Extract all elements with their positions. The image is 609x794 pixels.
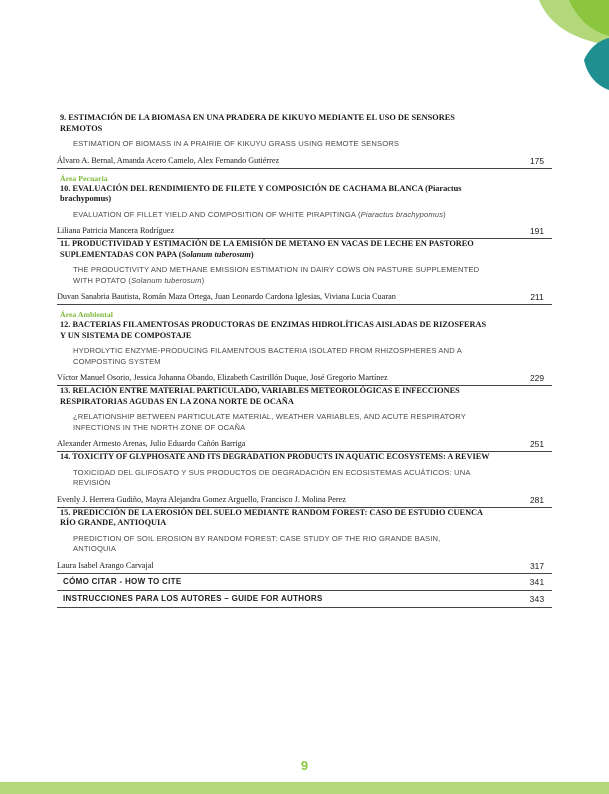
entry-authors-row [57, 373, 552, 385]
entry-title: 10. EVALUACIÓN DEL RENDIMIENTO DE FILETE Y COMPOSICIÓN DE CACHAMA BLANCA (Piaractus brachypomus) [60, 183, 462, 204]
how-to-cite-page: 341 [529, 576, 545, 587]
entry-authors-row [57, 292, 552, 304]
toc-guide-for-authors[interactable] [57, 591, 552, 608]
entry-page[interactable]: 211 [530, 292, 544, 303]
entry-translation: TOXICIDAD DEL GLIFOSATO Y SUS PRODUCTOS DE DEGRADACIÓN EN ECOSISTEMAS ACUÁTICOS: UNA REVISIÓN [73, 467, 471, 488]
entry-authors: Duvan Sanabria Bautista, Román Maza Ortega, Juan Leonardo Cardona Iglesias, Viviana Lucia Cuaran [57, 292, 396, 302]
toc-entry-10[interactable] [57, 184, 552, 240]
corner-decoration [539, 0, 609, 90]
entry-authors: Álvaro A. Bernal, Amanda Acero Camelo, Alex Fernando Gutiérrez [57, 155, 280, 165]
entry-page[interactable]: 281 [530, 494, 544, 505]
table-of-contents [57, 113, 552, 608]
toc-entry-13[interactable] [57, 386, 552, 452]
entry-translation: HYDROLYTIC ENZYME-PRODUCING FILAMENTOUS BACTERIA ISOLATED FROM RHIZOSPHERES AND A COMPOSTING SYSTEM [73, 346, 462, 366]
entry-title: 11. PRODUCTIVIDAD Y ESTIMACIÓN DE LA EMISIÓN DE METANO EN VACAS DE LECHE EN PASTOREO SUPLEMENTADAS CON PAPA (Solanum tuberosum) [60, 239, 474, 259]
entry-authors: Laura Isabel Arango Carvajal [57, 560, 154, 570]
entry-page[interactable]: 317 [530, 560, 544, 571]
entry-authors-row [57, 439, 552, 451]
guide-for-authors-label: INSTRUCCIONES PARA LOS AUTORES – GUIDE FOR AUTHORS [63, 593, 323, 603]
bottom-bar [0, 782, 609, 794]
entry-authors-row [57, 495, 552, 507]
toc-entry-14[interactable] [57, 452, 552, 507]
entry-page[interactable]: 191 [530, 226, 544, 237]
entry-translation: ESTIMATION OF BIOMASS IN A PRAIRIE OF KIKUYU GRASS USING REMOTE SENSORS [73, 139, 400, 149]
how-to-cite-label: CÓMO CITAR - HOW TO CITE [63, 576, 182, 586]
entry-authors: Liliana Patricia Mancera Rodríguez [57, 226, 175, 236]
guide-for-authors-page: 343 [529, 593, 545, 604]
entry-title: 15. PREDICCIÓN DE LA EROSIÓN DEL SUELO MEDIANTE RANDOM FOREST: CASO DE ESTUDIO CUENCA RÍO GRANDE, ANTIOQUIA [60, 507, 483, 528]
entry-page[interactable]: 229 [530, 373, 544, 384]
entry-page[interactable]: 251 [530, 439, 544, 450]
entry-translation: EVALUATION OF FILLET YIELD AND COMPOSITION OF WHITE PIRAPITINGA (Piaractus brachypomus) [73, 209, 446, 219]
entry-page[interactable]: 175 [530, 155, 544, 166]
toc-how-to-cite[interactable] [57, 574, 552, 591]
entry-translation: PREDICTION OF SOIL EROSION BY RANDOM FOREST: CASE STUDY OF THE RIO GRANDE BASIN, ANTIOQUIA [73, 533, 441, 554]
entry-authors-row [57, 561, 552, 573]
entry-title: 12. BACTERIAS FILAMENTOSAS PRODUCTORAS DE ENZIMAS HIDROLÍTICAS AISLADAS DE RIZOSFERAS Y UN SISTEMA DE COMPOSTAJE [60, 320, 487, 340]
section-label-pecuaria: Área Pecuaria [60, 173, 108, 183]
entry-title: 13. RELACIÓN ENTRE MATERIAL PARTICULADO, VARIABLES METEOROLÓGICAS E INFECCIONES RESPIRATORIAS AGUDAS EN LA ZONA NORTE DE OCAÑA [60, 386, 460, 406]
entry-authors: Alexander Armesto Arenas, Julio Eduardo Cañón Barriga [57, 439, 246, 449]
toc-entry-9[interactable] [57, 113, 552, 169]
entry-title: 14. TOXICITY OF GLYPHOSATE AND ITS DEGRADATION PRODUCTS IN AQUATIC ECOSYSTEMS: A REVIEW [60, 452, 490, 462]
entry-translation: ¿RELATIONSHIP BETWEEN PARTICULATE MATERIAL, WEATHER VARIABLES, AND ACUTE RESPIRATORY INFECTIONS IN THE NORTH ZONE OF OCAÑA [73, 412, 466, 432]
toc-entry-15[interactable] [57, 508, 552, 574]
toc-entry-11[interactable] [57, 239, 552, 305]
entry-translation: THE PRODUCTIVITY AND METHANE EMISSION ESTIMATION IN DAIRY COWS ON PASTURE SUPPLEMENTED WITH POTATO (Solanum tuberosum) [73, 265, 480, 285]
entry-title: 9. ESTIMACIÓN DE LA BIOMASA EN UNA PRADERA DE KIKUYO MEDIANTE EL USO DE SENSORES REMOTOS [60, 113, 455, 133]
entry-authors: Víctor Manuel Osorio, Jessica Johanna Obando, Elizabeth Castrillón Duque, José Gregorio Martínez [57, 373, 388, 383]
entry-authors-row [57, 226, 552, 238]
page-number: 9 [300, 758, 309, 773]
entry-authors-row [57, 156, 552, 168]
entry-authors: Evenly J. Herrera Gudiño, Mayra Alejandra Gomez Arguello, Francisco J. Molina Perez [57, 494, 346, 504]
toc-entry-12[interactable] [57, 320, 552, 386]
section-label-ambiental: Área Ambiental [60, 310, 113, 320]
